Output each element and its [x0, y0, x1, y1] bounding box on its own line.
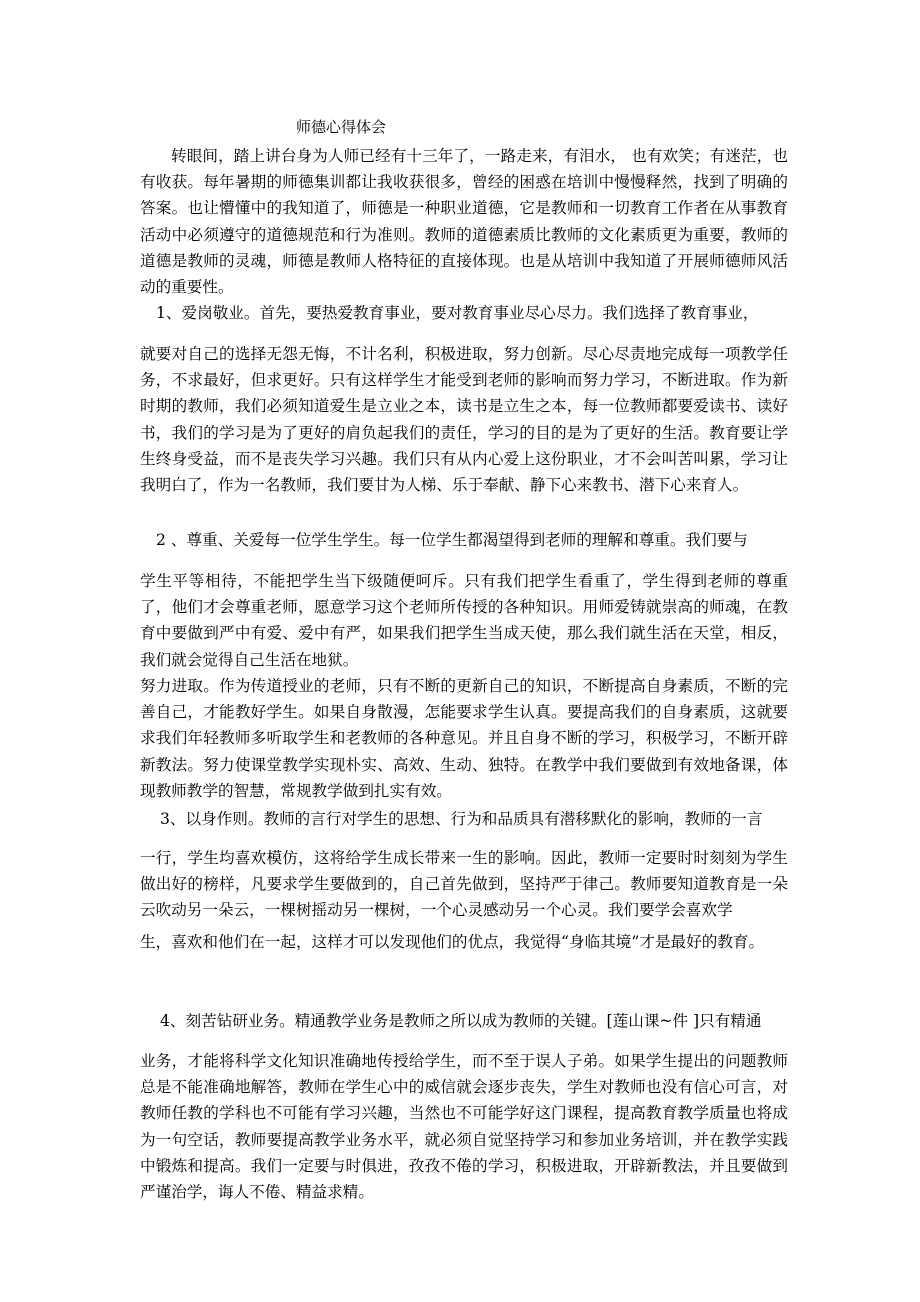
- section-1-heading: 1、爱岗敬业。首先，要热爱教育事业，要对教育事业尽心尽力。我们选择了教育事业，: [156, 304, 759, 322]
- section-2-heading: 2 、尊重、关爱每一位学生学生。每一位学生都渴望得到老师的理解和尊重。我们要与: [156, 531, 748, 549]
- section-4-body: 业务，才能将科学文化知识准确地传授给学生，而不至于误人子弟。如果学生提出的问题教师总是不能准确地解答，教师在学生心中的威信就会逐步丧失，学生对教师也没有信心可言，对教师任教的学科也不可能有学习兴趣，当然也不可能学好这门课程，提高教育教学质量也将成为一句空话，教师要提高教学业务水平，就必须自觉坚持学习和参加业务培训，并在教学实践中锻炼和提高。我们一定要与时俱进，孜孜不倦的学习，积极进取，开辟新教法，并且要做到严谨治学，诲人不倦、精益求精。: [140, 1052, 788, 1202]
- section-2-extra: 努力进取。作为传道授业的老师，只有不断的更新自己的知识，不断提高自身素质，不断的完善自己，才能教好学生。如果自身散漫，怎能要求学生认真。要提高我们的自身素质，这就要求我们年轻教师多听取学生和老教师的各种意见。并且自身不断的学习，积极学习，不断开辟新教法。努力使课堂教学实现朴实、高效、生动、独特。在教学中我们要做到有效地备课，体现教师教学的智慧，常规教学做到扎实有效。: [140, 677, 788, 800]
- document-title: 师德心得体会: [296, 118, 387, 136]
- section-1-body: 就要对自己的选择无怨无悔，不计名利，积极进取，努力创新。尽心尽责地完成每一项教学任务，不求最好，但求更好。只有这样学生才能受到老师的影响而努力学习，不断进取。作为新时期的教师，我们必须知道爱生是立业之本，读书是立生之本，每一位教师都要爱读书、读好书，我们的学习是为了更好的肩负起我们的责任，学习的目的是为了更好的生活。教育要让学生终身受益，而不是丧失学习兴趣。我们只有从内心爱上这份职业，才不会叫苦叫累，学习让我明白了，作为一名教师，我们要甘为人梯、乐于奉献、静下心来教书、潜下心来育人。: [140, 345, 788, 495]
- section-3-heading: 3、以身作则。教师的言行对学生的思想、行为和品质具有潜移默化的影响，教师的一言: [160, 810, 763, 828]
- intro-paragraph: 转眼间，踏上讲台身为人师已经有十三年了，一路走来，有泪水， 也有欢笑；有迷茫，也有收获。每年暑期的师德集训都让我收获很多，曾经的困惑在培训中慢慢释然，找到了明确的答案。也让懵懂中的我知道了，师德是一种职业道德，它是教师和一切教育工作者在从事教育活动中必须遵守的道德规范和行为准则。教师的道德素质比教师的文化素质更为重要，教师的道德是教师的灵魂，师德是教师人格特征的直接体现。也是从培训中我知道了开展师德师风活动的重要性。: [140, 147, 788, 297]
- section-4-heading: 4、刻苦钻研业务。精通教学业务是教师之所以成为教师的关键。[莲山课~件 ]只有精通: [160, 1012, 762, 1030]
- section-2-body: 学生平等相待，不能把学生当下级随便呵斥。只有我们把学生看重了，学生得到老师的尊重了，他们才会尊重老师，愿意学习这个老师所传授的各种知识。用师爱铸就崇高的师魂，在教育中要做到严中有爱、爱中有严，如果我们把学生当成天使，那么我们就生活在天堂，相反，我们就会觉得自己生活在地狱。: [140, 572, 788, 669]
- section-3-tail: 生，喜欢和他们在一起，这样才可以发现他们的优点，我觉得“身临其境”才是最好的教育。: [140, 933, 765, 951]
- section-3-body: 一行，学生均喜欢模仿，这将给学生成长带来一生的影响。因此，教师一定要时时刻刻为学生做出好的榜样，凡要求学生要做到的，自己首先做到，坚持严于律己。教师要知道教育是一朵云吹动另一朵云，一棵树摇动另一棵树，一个心灵感动另一个心灵。我们要学会喜欢学: [140, 849, 788, 920]
